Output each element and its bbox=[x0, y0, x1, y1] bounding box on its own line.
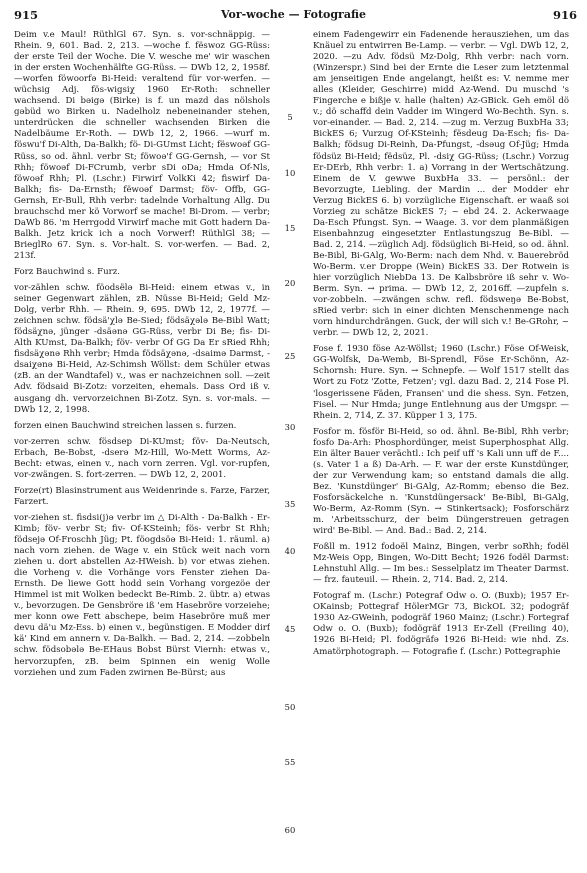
entry-paragraph: Forze(rt) Blasinstrument aus Weidenrinde s. Farze, Farzer, Farzert. bbox=[14, 485, 270, 507]
line-number: 50 bbox=[284, 702, 296, 712]
line-number: 5 bbox=[287, 112, 293, 122]
line-number: 45 bbox=[284, 624, 296, 634]
entry-paragraph: Fosfor m. fösför Bi-Heid, so od. ähnl. Be-Bibl, Rhh verbr; fosfo Da-Arh: Phosphordünger, meist Superphosphat Allg. Ein älter Bauer verächtl.: Ich peif uff 's Kali unn uff de F.... (s. Vater 1 a ß) Da-Arh. — F. war der erste Kunstdünger, der zur Verwendung kam; so entstand damals die allg. Bez. 'Kunstdünger' Bi-GAlg, Az-Romm; ebenso die Bez. Fosforsäckelche n. 'Kunstdüngersack' Be-Bibl, Bi-GAlg, Wo-Berm, Az-Romm (Syn. → Stinkertsack); Fosforschärz m. 'Arbeitsschurz, der beim Düngerstreuen getragen wird' Be-Bibl. — And. Bad.: Bad. 2, 214. bbox=[313, 426, 569, 537]
entry-paragraph: Forz Bauchwind s. Furz. bbox=[14, 266, 120, 277]
line-number: 20 bbox=[284, 278, 296, 288]
line-number: 35 bbox=[284, 499, 296, 509]
line-number: 55 bbox=[284, 757, 296, 767]
line-number: 30 bbox=[284, 422, 296, 432]
entry-paragraph: vor-zerren schw. fösdsep Di-KUmst; föv- Da-Neutsch, Erbach, Be-Bobst, -dserə Mz-Hill, Wo-Mett Worms, Az-Becht: etwas, einen v., nach vorn zerren. Vgl. vor-rupfen, vor-zwängen. S. fort-zerren. — DWb 12, 2, 2001. bbox=[14, 436, 270, 480]
page-number-left: 915 bbox=[14, 8, 39, 22]
right-column bbox=[313, 30, 569, 868]
line-number-gutter bbox=[278, 30, 302, 868]
page-number-right: 916 bbox=[552, 8, 577, 22]
entry-paragraph: Deim v.e Maul! RüthlGl 67. Syn. s. vor-schnäppig. — Rhein. 9, 601. Bad. 2, 213. —woche f. fëswoz GG-Rüss: der erste Teil der Woche. Die V. wesche me' wir waschen in der ersten Wochenhälfte GG-Rüss. — DWb 12, 2, 1958f. —worfen föwoorfə Bi-Heid: veraltend für vor-werfen. —wüchsig Adj. fös-wigsiχ 1960 Er-Roth: schneller wachsend. Di bəigə (Birke) is f. un mazd das nölshols gəbüd wo Birken u. Nadelholz nebeneinander stehen, unterdrücken die schneller wachsenden Birken die Nadelbäume Er-Roth. — DWb 12, 2, 1966. —wurf m. föswu'f Di-Alth, Da-Balkh; fö- Di-GUmst Licht; fëswoəf GG-Rüss, so od. ähnl. verbr St; föwoə'f GG-Gernsh, — vor St Rhh; föwoəf Di-FCrumb, verbr sDi oDa; Hmda Of-Nls, föwoəf Rhh; Pl. (Lschr.) Firwirf VolkKi 42; fiswirf Da-Balkh; fis- Da-Ernsth; fëwoəf Darmst; föv- Offb, GG-Gernsh, Er-Bull, Rhh verbr: tadelnde Vorhaltung Allg. Du brauchschd mer kö Vorworf se mache! Bi-Drom. — verbr; DaWb 86. 'm Herrgodd Virwirf mache mit Gott hadern Da-Balkh. Jetz krick ich a noch Vorwerf! RüthlGl 38; — BrieglRo 67. Syn. s. Vor-halt. S. vor-werfen. — Bad. 2, 213f. bbox=[14, 30, 270, 261]
line-number: 10 bbox=[284, 168, 296, 178]
entry-paragraph: vor-ziehen st. fisdsi(j)ə verbr im △ Di-Alth - Da-Balkh - Er-Kimb; föv- verbr St; fiv- Of-KSteinh; fös- verbr St Rhh; födsejə Of-Froschh Jüg; Pt. föogdsöə Bi-Heid: 1. räuml. a) nach vorn ziehen. de Wage v. ein Stück weit nach vorn ziehen u. dort abstellen Az-HWeish. b) vor etwas ziehen. die Vorheng v. die Vorhänge vors Fenster ziehen Da-Ernsth. De liewe Gott hodd sein Vorhang vorgezöe der Himmel ist mit Wolken bedeckt Be-Rimb. 2. übtr. a) etwas v., bevorzugen. De Gensbröre iß 'em Hasebröre vorzeiehe; mer konn owe Fett abschepe, beim Hasebröre muß mer devu dä'u Mz-Ess. b) einen v., begünstigen. E Modder dirf kä' Kind em annern v. Da-Balkh. — Bad. 2, 214. —zobbeln schw. födsobələ Be-EHaus Bobst Bürst Viernh: etwas v., hervorzupfen, zB. beim Spinnen ein wenig Wolle vorziehen und zum Faden zwirnen Be-Bürst; aus bbox=[14, 512, 270, 678]
entry-paragraph: Fose f. 1930 föse Az-Wöllst; 1960 (Lschr.) Föse Of-Weisk, GG-Wolfsk, Da-Wemb, Bi-Sprendl, Föse Er-Schönn, Az-Schornsh: Hure. Syn. → Schnepfe. — Wolf 1517 stellt das Wort zu Fotz 'Zotte, Fetzen'; vgl. dazu Bad. 2, 214 Fose Pl. 'losgerissene Fäden, Fransen' und die shess. Syn. Fetzen, Fisel. — Nur Hmda; junge Entlehnung aus der Umgspr. — Rhein. 2, 714, Z. 37. Küpper 1 3, 175. bbox=[313, 344, 569, 421]
entry-paragraph: einem Fadengewirr ein Fadenende herausziehen, um das Knäuel zu entwirren Be-Lamp. — verbr. — Vgl. DWb 12, 2, 2020. —zu Adv. födsü Mz-Dolg, Rhh verbr: nach vorn. (Winzerspr.) Sind bei der Ernte die Leser zum letztenmal am jenseitigen Ende angelangt, heißt es: V. nemme mer alles (Kleider, Geschirre) midd Az-Wend. Du muschd 's Fingerche e bißje v. halle (halten) Az-GBick. Geh emöl dö v.; dö schaffd dein Vadder im Wingerd Wo-Bechth. Syn. s. vor-einander. — Bad. 2, 214. —zug m. Verzug BuxbHa 33; BickES 6; Vurzug Of-KSteinh; fësdeug Da-Esch; fis- Da-Balkh; födsug Di-Reinh, Da-Pfungst, -dsəug Of-Jüg; Hmda födsüz Bi-Heid; fëdsüz, Pl. -dsiχ GG-Rüss; (Lschr.) Vorzug Er-DErb, Rhh verbr: 1. a) Vorrang in der Wertschätzung. Einem de V. gewwe BuxbHa 33. — persönl.: der Bevorzugte, Liebling. der Mardin ... der Modder ehr Verzug BickES 6. b) vorzügliche Eigenschaft. er waaß soi Vorzieg zu schätze BickES 7; ~ ebd 24. 2. Ackerwaage Da-Esch Pfungst. Syn. → Waage. 3. vor dem planmäßigen Eisenbahnzug eingesetzter Entlastungszug Be-Bibl. — Bad. 2, 214. —züglich Adj. födsüglich Bi-Heid, so od. ähnl. Be-Bibl, Bi-GAlg, Wo-Berm: nach dem Nhd. v. Bauerebröd Wo-Berm. v.er Droppe (Wein) BickES 33. Der Rotwein is hier vorzüglich NiebDa 13. De Kalbsbröre iß sehr v. Wo-Berm. Syn. → prima. — DWb 12, 2, 2016ff. —zupfeln s. vor-zobbeln. —zwängen schw. refl. födsweŋə Be-Bobst, sRied verbr: sich in einer dichten Menschenmenge nach vorn hindurchdrängen. Guck, der will sich v.! Be-GRohr, ~ verbr. — DWb 12, 2, 2021. bbox=[313, 30, 569, 339]
line-number: 25 bbox=[284, 351, 296, 361]
line-number: 15 bbox=[284, 223, 296, 233]
entry-paragraph: vor-zählen schw. föodsëlə Bi-Heid: einem etwas v., in seiner Gegenwart zählen, zB. Nüsse Bi-Heid; Geld Mz-Dolg, verbr Rhh. — Rhein. 9, 695. DWb 12, 2, 1977f. —zeichnen schw. födsä'χlə Be-Sied; födsäχələ Be-Bibl Watt; födsäχnə, jünger -dsäənə GG-Rüss, verbr Di Be; fis- Di-Alth KUmst, Da-Balkh; föv- verbr Of GG Da Er sRied Rhh; fisdsäχənə Rhh verbr; Hmda födsäχənə, -dsaimə Darmst, -dsaiχənə Bi-Heid, Az-Schimsh Wöllst: dem Schüler etwas (zB. an der Wandtafel) v., was er nachzeichnen soll. —zeit Adv. födsaid Bi-Zotz: vorzeiten, ehemals. Dass Ord iß v. ausgang dh. vervorzeichnen Bi-Zotz. Syn. s. vor-mals. — DWb 12, 2, 1998. bbox=[14, 283, 270, 415]
left-column bbox=[14, 30, 270, 868]
line-number: 60 bbox=[284, 825, 296, 835]
running-head: Vor-woche — Fotografie bbox=[221, 8, 366, 21]
entry-paragraph: Fotograf m. (Lschr.) Potegraf Odw o. O. (Buxb); 1957 Er-OKainsb; Pottegraf HölerMGr 73, BickOL 32; podogräf 1930 Az-GWeinh, podogräf 1960 Mainz; (Lschr.) Fortegraf Odw o. O. (Buxb); fodögräf 1913 Er-Zell (Freiling 40), 1926 Bi-Heid; Pl. fodögräfə 1926 Bi-Heid: wie nhd. Zs. Amatörphotograph. — Fotografie f. (Lschr.) Pottegraphie bbox=[313, 591, 569, 657]
entry-paragraph: forzen einen Bauchwind streichen lassen s. furzen. bbox=[14, 420, 237, 431]
entry-paragraph: Foßll m. 1912 fodoël Mainz, Bingen, verbr soRhh; fodël Mz-Weis Opp, Bingen, Wo-Ditt Becht; 1926 fodël Darmst: Lehnstuhl Allg. — Im bes.: Sesselplatz im Theater Darmst. — frz. fauteuil. — Rhein. 2, 714. Bad. 2, 214. bbox=[313, 542, 569, 586]
line-number: 40 bbox=[284, 546, 296, 556]
